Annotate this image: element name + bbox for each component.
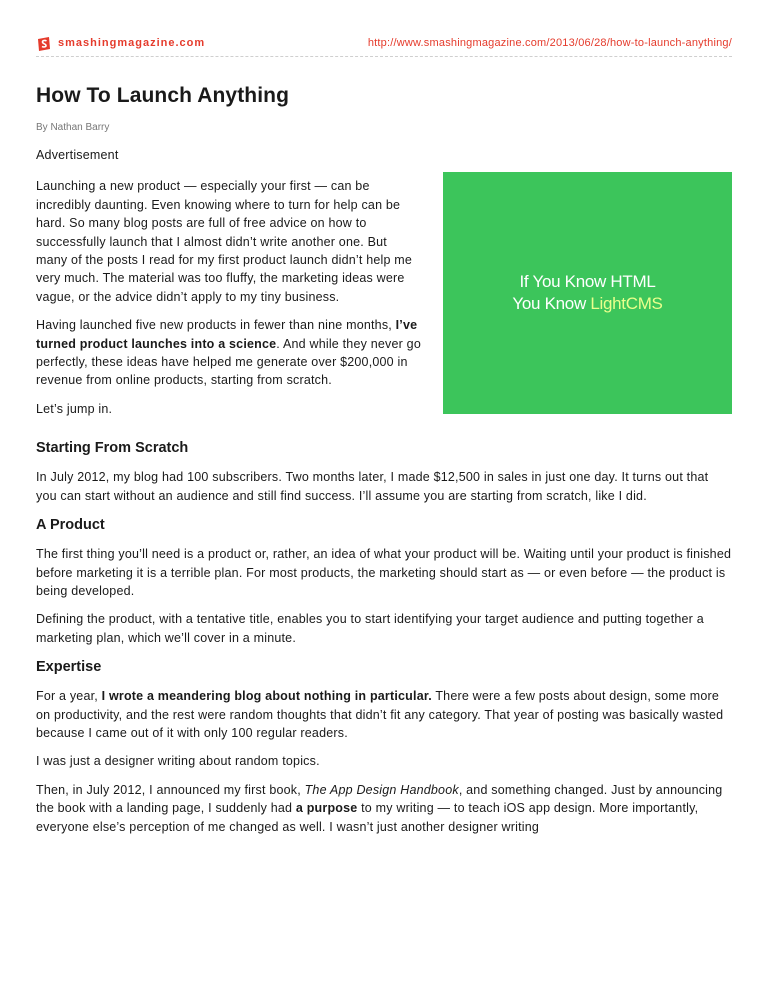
article-title: How To Launch Anything xyxy=(36,84,290,107)
expertise-paragraph-1 xyxy=(36,687,732,742)
heading-expertise: Expertise xyxy=(36,659,102,676)
page-header xyxy=(36,34,732,56)
article xyxy=(36,84,732,846)
product-paragraph-2: Defining the product, with a tentative title, enables you to start identifying your target audience and putting together a marketing plan, which we’ll cover in a minute. xyxy=(36,612,704,645)
e3-bold-text: a purpose xyxy=(295,801,358,816)
smashing-logo-icon xyxy=(36,36,52,52)
e3-text-before: Then, in July 2012, I announced my first book, xyxy=(36,782,305,797)
byline: By Nathan Barry xyxy=(36,122,110,133)
e3-text-middle: , and something changed. Just by announcing the book with a landing page, I suddenly had xyxy=(36,782,723,816)
advertisement-banner[interactable] xyxy=(443,172,732,414)
ad-line-1: If You Know HTML xyxy=(519,272,656,292)
e1-bold-text: I wrote a meandering blog about nothing in particular. xyxy=(101,689,432,704)
header-divider xyxy=(36,56,732,57)
p2-text-before: Having launched five new products in fewer than nine months, xyxy=(36,318,396,333)
p2-text-after: . And while they never go perfectly, these ideas have helped me generate over $200,000 in revenue from online products, starting from scratch. xyxy=(36,336,421,388)
p2-bold-text: I’ve turned product launches into a science xyxy=(36,318,418,351)
heading-a-product: A Product xyxy=(36,517,105,534)
ad-line-2-prefix: You Know xyxy=(512,294,591,314)
book-title: The App Design Handbook xyxy=(304,782,459,797)
intro-paragraph-1: Launching a new product — especially your first — can be incredibly daunting. Even knowing where to turn for help can be hard. So many blog posts are full of free advice on how to successfully launch that I almost didn’t write another one. But many of the posts I read for my first product launch didn’t help me very much. The material was too fluffy, the marketing ideas were vague, or the advice didn’t apply to my tiny business. xyxy=(36,179,413,304)
heading-starting-from-scratch: Starting From Scratch xyxy=(36,440,189,457)
ad-line-2 xyxy=(512,293,662,315)
site-name[interactable]: smashingmagazine.com xyxy=(58,37,206,49)
ad-brand-name: LightCMS xyxy=(590,294,663,314)
e3-text-after: to my writing — to teach iOS app design. More importantly, everyone else’s perception of me changed as well. I wasn’t just another designer writing xyxy=(36,801,699,834)
e1-text-after: There were a few posts about design, some more on productivity, and the rest were random thoughts that didn’t fit any category. That year of posting was basically wasted because I came out of it with only 100 regular readers. xyxy=(36,689,724,740)
scratch-paragraph-1: In July 2012, my blog had 100 subscribers. Two months later, I made $12,500 in sales in just one day. It turns out that you can start without an audience and still find success. I’ll assume you are starting from scratch, like I did. xyxy=(36,470,709,503)
advertisement-label: Advertisement xyxy=(36,148,119,162)
expertise-paragraph-3 xyxy=(36,781,732,836)
article-url[interactable]: http://www.smashingmagazine.com/2013/06/28/how-to-launch-anything/ xyxy=(367,37,732,49)
product-paragraph-1: The first thing you’ll need is a product or, rather, an idea of what your product will be. Waiting until your product is finished before marketing it is a terrible plan. For most products, the marketing should start as — or even before — the product is being developed. xyxy=(36,547,732,598)
intro-block xyxy=(36,177,732,418)
intro-paragraph-3: Let’s jump in. xyxy=(36,401,113,416)
expertise-paragraph-2: I was just a designer writing about random topics. xyxy=(36,754,320,769)
e1-text-before: For a year, xyxy=(36,689,102,704)
